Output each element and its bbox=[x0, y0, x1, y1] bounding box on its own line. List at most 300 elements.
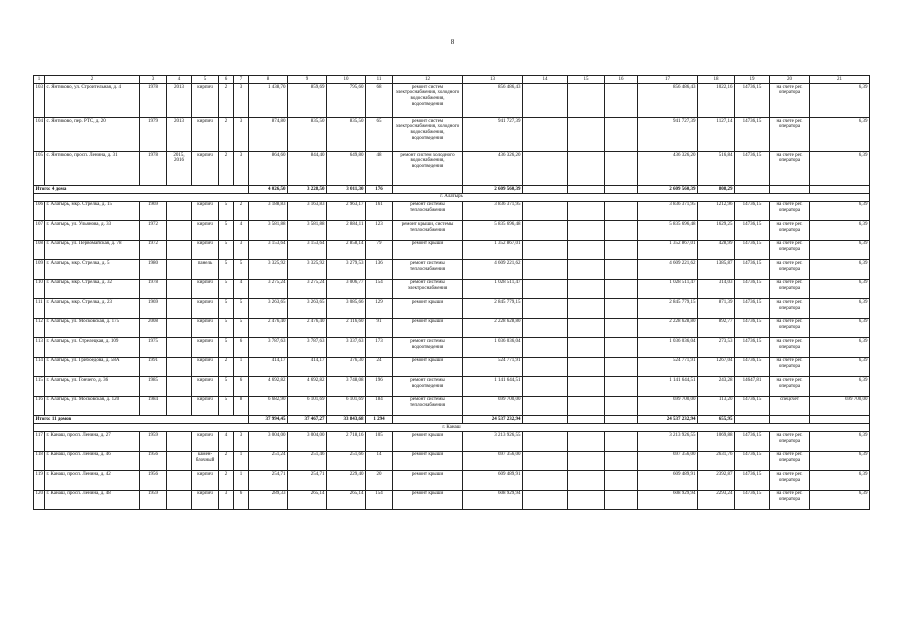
cell-addr: г. Алатырь, ул. Гончего, д. 36 bbox=[45, 377, 140, 397]
column-number-cell: 9 bbox=[288, 76, 327, 84]
empty-cell bbox=[605, 416, 638, 424]
cell-num: 119 bbox=[34, 471, 45, 491]
subtotal-cost-total: 24 537 232,94 bbox=[638, 416, 698, 424]
cell-cost: 2 845 779,15 bbox=[463, 299, 523, 319]
column-number-cell: 5 bbox=[192, 76, 219, 84]
cell-cost: 1 028 511,47 bbox=[463, 279, 523, 299]
table-row bbox=[34, 84, 870, 118]
cell-c20: на счете рег. оператора bbox=[770, 201, 810, 221]
cell-cost: 524 771,91 bbox=[463, 357, 523, 377]
cell-mat: кирпич bbox=[192, 377, 219, 397]
cell-a2: 3 004,00 bbox=[288, 432, 327, 452]
subtotal-residents: 176 bbox=[366, 186, 393, 194]
cell-a2: 3 275,24 bbox=[288, 279, 327, 299]
cell-mat: кирпич bbox=[192, 490, 219, 510]
cell-mat: кирпич bbox=[192, 152, 219, 186]
cell-work: ремонт крыши bbox=[393, 432, 463, 452]
table-row bbox=[34, 377, 870, 397]
cell-c16 bbox=[605, 84, 638, 118]
subtotal-area-owned: 33 843,68 bbox=[327, 416, 366, 424]
cell-a2: 3 153,64 bbox=[288, 240, 327, 260]
subtotal-row bbox=[34, 186, 870, 194]
cell-addr: г. Алатырь, мкр. Стрелка, д. 15 bbox=[45, 201, 140, 221]
cell-c20: на счете рег. оператора bbox=[770, 471, 810, 491]
subtotal-row bbox=[34, 416, 870, 424]
cell-c17: 1 352 867,01 bbox=[638, 240, 698, 260]
cell-c14 bbox=[523, 201, 568, 221]
cell-a1: 864,60 bbox=[249, 152, 288, 186]
cell-people: 79 bbox=[366, 240, 393, 260]
cell-work: ремонт системы теплоснабжения bbox=[393, 260, 463, 280]
cell-c18: 428,99 bbox=[698, 240, 735, 260]
cell-c14 bbox=[523, 152, 568, 186]
cell-c21: 6,39 bbox=[810, 152, 870, 186]
cell-c19: 14736,15 bbox=[735, 451, 770, 471]
cell-c16 bbox=[605, 201, 638, 221]
cell-c18: 243,28 bbox=[698, 377, 735, 397]
cell-c15 bbox=[568, 451, 605, 471]
city-name: г. Алатырь bbox=[34, 193, 870, 201]
cell-work: ремонт крыши bbox=[393, 451, 463, 471]
cell-c21: 6,39 bbox=[810, 338, 870, 358]
cell-cost: 941 727,39 bbox=[463, 118, 523, 152]
cell-c16 bbox=[605, 260, 638, 280]
cell-fl: 2 bbox=[219, 152, 234, 186]
empty-cell bbox=[735, 416, 770, 424]
cell-c14 bbox=[523, 84, 568, 118]
cell-c21: 6,39 bbox=[810, 221, 870, 241]
cell-c20: на счете рег. оператора bbox=[770, 490, 810, 510]
subtotal-cost: 2 609 560,39 bbox=[463, 186, 523, 194]
cell-mat: кирпич bbox=[192, 221, 219, 241]
cell-c17: 697 356,00 bbox=[638, 451, 698, 471]
empty-cell bbox=[735, 186, 770, 194]
cell-y1: 1975 bbox=[140, 338, 167, 358]
cell-y2 bbox=[167, 299, 192, 319]
cell-c19: 14736,15 bbox=[735, 432, 770, 452]
cell-a2: 4 692,82 bbox=[288, 377, 327, 397]
cell-cost: 1 141 644,51 bbox=[463, 377, 523, 397]
cell-c19: 14647,81 bbox=[735, 377, 770, 397]
cell-c19: 14736,15 bbox=[735, 118, 770, 152]
cell-fl: 3 bbox=[219, 490, 234, 510]
empty-cell bbox=[770, 186, 810, 194]
repair-program-table bbox=[33, 75, 870, 510]
empty-cell bbox=[605, 186, 638, 194]
cell-c19: 14736,15 bbox=[735, 240, 770, 260]
cell-num: 103 bbox=[34, 84, 45, 118]
subtotal-label: Итого: 11 домов bbox=[34, 416, 249, 424]
cell-c15 bbox=[568, 490, 605, 510]
cell-cost: 1 036 036,04 bbox=[463, 338, 523, 358]
cell-ent: 1 bbox=[234, 357, 249, 377]
cell-y2 bbox=[167, 221, 192, 241]
cell-a1: 3 581,88 bbox=[249, 221, 288, 241]
cell-y2 bbox=[167, 318, 192, 338]
subtotal-area-total: 4 026,50 bbox=[249, 186, 288, 194]
cell-num: 117 bbox=[34, 432, 45, 452]
subtotal-cost-total: 2 609 560,39 bbox=[638, 186, 698, 194]
cell-c20: на счете рег. оператора bbox=[770, 240, 810, 260]
cell-c16 bbox=[605, 299, 638, 319]
cell-a3: 3 085,66 bbox=[327, 299, 366, 319]
column-number-cell: 4 bbox=[167, 76, 192, 84]
cell-a1: 4 692,82 bbox=[249, 377, 288, 397]
table-row bbox=[34, 471, 870, 491]
cell-c20: на счете рег. оператора bbox=[770, 221, 810, 241]
cell-a3: 2 884,11 bbox=[327, 221, 366, 241]
cell-c20: на счете рег. оператора bbox=[770, 357, 810, 377]
cell-a2: 859,69 bbox=[288, 84, 327, 118]
cell-addr: г. Алатырь, ул. Первомайская, д. 78 bbox=[45, 240, 140, 260]
cell-c19: 14736,15 bbox=[735, 260, 770, 280]
cell-a3: 251,66 bbox=[327, 451, 366, 471]
column-number-cell: 6 bbox=[219, 76, 234, 84]
cell-c18: 1127,14 bbox=[698, 118, 735, 152]
cell-a1: 3 188,83 bbox=[249, 201, 288, 221]
cell-num: 118 bbox=[34, 451, 45, 471]
cell-a3: 265,14 bbox=[327, 490, 366, 510]
cell-work: ремонт системы теплоснабжения bbox=[393, 396, 463, 416]
table-row bbox=[34, 240, 870, 260]
cell-c21: 699 700,00 bbox=[810, 396, 870, 416]
column-number-cell: 3 bbox=[140, 76, 167, 84]
city-heading-row bbox=[34, 424, 870, 432]
cell-c14 bbox=[523, 221, 568, 241]
cell-a3: 2 963,17 bbox=[327, 201, 366, 221]
cell-c15 bbox=[568, 471, 605, 491]
table-row bbox=[34, 396, 870, 416]
table-row bbox=[34, 451, 870, 471]
cell-addr: г. Канаш, просп. Ленина, д. 42 bbox=[45, 471, 140, 491]
cell-mat: панель bbox=[192, 260, 219, 280]
cell-c16 bbox=[605, 152, 638, 186]
cell-addr: г. Алатырь, ул. Московская, д. 120 bbox=[45, 396, 140, 416]
cell-a1: 254,71 bbox=[249, 471, 288, 491]
cell-mat: кирпич bbox=[192, 432, 219, 452]
table-row bbox=[34, 338, 870, 358]
cell-c14 bbox=[523, 240, 568, 260]
cell-c14 bbox=[523, 432, 568, 452]
table-row bbox=[34, 357, 870, 377]
cell-people: 173 bbox=[366, 338, 393, 358]
cell-c14 bbox=[523, 118, 568, 152]
empty-cell bbox=[770, 416, 810, 424]
cell-work: ремонт крыши bbox=[393, 490, 463, 510]
subtotal-cost: 24 537 232,94 bbox=[463, 416, 523, 424]
cell-num: 116 bbox=[34, 396, 45, 416]
cell-c19: 14736,15 bbox=[735, 201, 770, 221]
cell-addr: г. Канаш, просп. Ленина, д. 46 bbox=[45, 451, 140, 471]
cell-a2: 835,50 bbox=[288, 118, 327, 152]
cell-fl: 2 bbox=[219, 357, 234, 377]
cell-c19: 14736,15 bbox=[735, 84, 770, 118]
cell-a2: 3 581,88 bbox=[288, 221, 327, 241]
cell-mat: кирпич bbox=[192, 357, 219, 377]
cell-cost: 3 836 371,95 bbox=[463, 201, 523, 221]
cell-addr: г. Алатырь, ул. Ульянова, д. 33 bbox=[45, 221, 140, 241]
cell-ent: 3 bbox=[234, 84, 249, 118]
cell-num: 111 bbox=[34, 299, 45, 319]
cell-work: ремонт крыши, системы теплоснабжения bbox=[393, 221, 463, 241]
cell-people: 161 bbox=[366, 201, 393, 221]
cell-work: ремонт систем электроснабжения, холодного водоснабжения, водоотведения bbox=[393, 84, 463, 118]
city-heading-row bbox=[34, 193, 870, 201]
cell-work: ремонт крыши bbox=[393, 299, 463, 319]
cell-c16 bbox=[605, 490, 638, 510]
cell-num: 120 bbox=[34, 490, 45, 510]
cell-c15 bbox=[568, 357, 605, 377]
cell-y2: 2015, 2016 bbox=[167, 152, 192, 186]
cell-ent: 3 bbox=[234, 152, 249, 186]
cell-num: 105 bbox=[34, 152, 45, 186]
cell-a1: 6 682,90 bbox=[249, 396, 288, 416]
cell-cost: 697 356,00 bbox=[463, 451, 523, 471]
column-number-cell: 2 bbox=[45, 76, 140, 84]
cell-ent: 5 bbox=[234, 318, 249, 338]
column-number-cell: 14 bbox=[523, 76, 568, 84]
cell-a2: 251,46 bbox=[288, 451, 327, 471]
column-number-cell: 1 bbox=[34, 76, 45, 84]
cell-ent: 1 bbox=[234, 451, 249, 471]
cell-c18: 1069,88 bbox=[698, 432, 735, 452]
cell-c17: 3 213 926,55 bbox=[638, 432, 698, 452]
cell-cost: 1 352 867,01 bbox=[463, 240, 523, 260]
cell-c21: 6,39 bbox=[810, 318, 870, 338]
cell-c17: 1 028 511,47 bbox=[638, 279, 698, 299]
cell-ent: 8 bbox=[234, 396, 249, 416]
cell-c17: 3 836 371,95 bbox=[638, 201, 698, 221]
cell-c21: 6,39 bbox=[810, 299, 870, 319]
cell-num: 112 bbox=[34, 318, 45, 338]
cell-c14 bbox=[523, 338, 568, 358]
cell-c16 bbox=[605, 318, 638, 338]
cell-y2 bbox=[167, 396, 192, 416]
cell-a1: 2 476,40 bbox=[249, 318, 288, 338]
cell-y2 bbox=[167, 451, 192, 471]
cell-y2 bbox=[167, 471, 192, 491]
empty-cell bbox=[393, 186, 463, 194]
cell-c20: на счете рег. оператора bbox=[770, 152, 810, 186]
table-row bbox=[34, 279, 870, 299]
table-row bbox=[34, 118, 870, 152]
cell-c21: 6,39 bbox=[810, 451, 870, 471]
table-row bbox=[34, 260, 870, 280]
cell-ent: 3 bbox=[234, 240, 249, 260]
empty-cell bbox=[393, 416, 463, 424]
empty-cell bbox=[568, 416, 605, 424]
cell-work: ремонт системы электроснабжения bbox=[393, 279, 463, 299]
cell-ent: 4 bbox=[234, 221, 249, 241]
cell-addr: с. Янтиково, пер. РТС, д. 20 bbox=[45, 118, 140, 152]
cell-c15 bbox=[568, 240, 605, 260]
cell-work: ремонт крыши bbox=[393, 318, 463, 338]
cell-addr: г. Алатырь, ул. Стрелецкая, д. 109 bbox=[45, 338, 140, 358]
cell-work: ремонт системы водоотведения bbox=[393, 377, 463, 397]
cell-c16 bbox=[605, 118, 638, 152]
cell-a2: 3 263,65 bbox=[288, 299, 327, 319]
cell-c17: 699 700,00 bbox=[638, 396, 698, 416]
cell-a2: 844,40 bbox=[288, 152, 327, 186]
cell-a1: 251,24 bbox=[249, 451, 288, 471]
cell-c14 bbox=[523, 299, 568, 319]
cell-mat: кирпич bbox=[192, 338, 219, 358]
cell-c18: 2392,87 bbox=[698, 471, 735, 491]
cell-c16 bbox=[605, 221, 638, 241]
cell-c18: 2293,24 bbox=[698, 490, 735, 510]
cell-a1: 3 325,92 bbox=[249, 260, 288, 280]
cell-work: ремонт систем холодного водоснабжения, водоотведения bbox=[393, 152, 463, 186]
cell-c17: 941 727,39 bbox=[638, 118, 698, 152]
cell-c18: 113,20 bbox=[698, 396, 735, 416]
cell-c20: на счете рег. оператора bbox=[770, 338, 810, 358]
cell-a3: 835,50 bbox=[327, 118, 366, 152]
cell-a2: 2 476,40 bbox=[288, 318, 327, 338]
cell-num: 107 bbox=[34, 221, 45, 241]
cell-y1: 1972 bbox=[140, 240, 167, 260]
cell-c18: 1629,25 bbox=[698, 221, 735, 241]
cell-c17: 436 326,20 bbox=[638, 152, 698, 186]
cell-a1: 3 153,64 bbox=[249, 240, 288, 260]
cell-c18: 2631,76 bbox=[698, 451, 735, 471]
cell-y1: 1969 bbox=[140, 201, 167, 221]
cell-c20: на счете рег. оператора bbox=[770, 377, 810, 397]
cell-c14 bbox=[523, 490, 568, 510]
cell-c21: 6,39 bbox=[810, 490, 870, 510]
cell-c21: 6,39 bbox=[810, 279, 870, 299]
cell-c20: на счете рег. оператора bbox=[770, 260, 810, 280]
cell-mat: кирпич bbox=[192, 318, 219, 338]
cell-c15 bbox=[568, 118, 605, 152]
cell-people: 24 bbox=[366, 357, 393, 377]
cell-c15 bbox=[568, 377, 605, 397]
cell-fl: 2 bbox=[219, 451, 234, 471]
cell-c15 bbox=[568, 201, 605, 221]
cell-addr: г. Алатырь, мкр. Стрелка, д. 23 bbox=[45, 299, 140, 319]
cell-y2 bbox=[167, 432, 192, 452]
cell-c17: 2 845 779,15 bbox=[638, 299, 698, 319]
cell-a3: 2 858,14 bbox=[327, 240, 366, 260]
cell-mat: кирпич bbox=[192, 279, 219, 299]
cell-work: ремонт системы водоотведения bbox=[393, 338, 463, 358]
table-row bbox=[34, 490, 870, 510]
cell-a1: 414,17 bbox=[249, 357, 288, 377]
cell-y2 bbox=[167, 338, 192, 358]
cell-addr: г. Алатырь, ул. Московская, д. 175 bbox=[45, 318, 140, 338]
cell-c14 bbox=[523, 396, 568, 416]
cell-y1: 1980 bbox=[140, 260, 167, 280]
cell-c21: 6,39 bbox=[810, 240, 870, 260]
cell-a3: 376,30 bbox=[327, 357, 366, 377]
cell-y1: 1978 bbox=[140, 84, 167, 118]
cell-y2 bbox=[167, 201, 192, 221]
column-number-cell: 11 bbox=[366, 76, 393, 84]
cell-ent: 3 bbox=[234, 432, 249, 452]
cell-c20: на счете рег. оператора bbox=[770, 84, 810, 118]
empty-cell bbox=[810, 186, 870, 194]
cell-ent: 6 bbox=[234, 377, 249, 397]
cell-cost: 4 609 221,62 bbox=[463, 260, 523, 280]
cell-y2 bbox=[167, 357, 192, 377]
cell-fl: 2 bbox=[219, 118, 234, 152]
cell-ent: 1 bbox=[234, 471, 249, 491]
column-number-row bbox=[34, 76, 870, 84]
cell-num: 109 bbox=[34, 260, 45, 280]
cell-c16 bbox=[605, 338, 638, 358]
cell-c18: 1212,96 bbox=[698, 201, 735, 221]
cell-y1: 1985 bbox=[140, 377, 167, 397]
cell-num: 108 bbox=[34, 240, 45, 260]
cell-a3: 649,80 bbox=[327, 152, 366, 186]
table-body bbox=[34, 76, 870, 510]
table-row bbox=[34, 318, 870, 338]
cell-c20: на счете рег. оператора bbox=[770, 318, 810, 338]
cell-people: 154 bbox=[366, 490, 393, 510]
cell-num: 114 bbox=[34, 357, 45, 377]
cell-y2 bbox=[167, 279, 192, 299]
cell-people: 48 bbox=[366, 152, 393, 186]
cell-a2: 3 325,92 bbox=[288, 260, 327, 280]
cell-people: 136 bbox=[366, 260, 393, 280]
cell-num: 106 bbox=[34, 201, 45, 221]
cell-work: ремонт крыши bbox=[393, 357, 463, 377]
cell-a3: 3 006,77 bbox=[327, 279, 366, 299]
cell-c14 bbox=[523, 260, 568, 280]
cell-c15 bbox=[568, 338, 605, 358]
cell-y2 bbox=[167, 240, 192, 260]
cell-cost: 856 486,43 bbox=[463, 84, 523, 118]
cell-c14 bbox=[523, 357, 568, 377]
cell-c19: 14736,15 bbox=[735, 471, 770, 491]
cell-c16 bbox=[605, 396, 638, 416]
cell-cost: 3 213 926,55 bbox=[463, 432, 523, 452]
subtotal-residents: 1 294 bbox=[366, 416, 393, 424]
table-row bbox=[34, 432, 870, 452]
cell-y2 bbox=[167, 490, 192, 510]
cell-c21: 6,39 bbox=[810, 84, 870, 118]
cell-a3: 3 337,63 bbox=[327, 338, 366, 358]
cell-c21: 6,39 bbox=[810, 377, 870, 397]
cell-y1: 1956 bbox=[140, 451, 167, 471]
cell-c17: 1 036 036,04 bbox=[638, 338, 698, 358]
cell-y1: 1979 bbox=[140, 118, 167, 152]
table-row bbox=[34, 299, 870, 319]
cell-cost: 436 326,20 bbox=[463, 152, 523, 186]
cell-a1: 1 438,70 bbox=[249, 84, 288, 118]
table-row bbox=[34, 201, 870, 221]
cell-c20: на счете рег. оператора bbox=[770, 451, 810, 471]
cell-a1: 874,80 bbox=[249, 118, 288, 152]
cell-c20: на счете рег. оператора bbox=[770, 432, 810, 452]
cell-c16 bbox=[605, 471, 638, 491]
cell-addr: с. Янтиково, ул. Строительная, д. 4 bbox=[45, 84, 140, 118]
cell-fl: 5 bbox=[219, 338, 234, 358]
cell-ent: 5 bbox=[234, 299, 249, 319]
cell-c15 bbox=[568, 221, 605, 241]
cell-y1: 1991 bbox=[140, 357, 167, 377]
cell-ent: 3 bbox=[234, 118, 249, 152]
cell-addr: г. Алатырь, мкр. Стрелка, д. 32 bbox=[45, 279, 140, 299]
cell-c21: 6,39 bbox=[810, 118, 870, 152]
cell-fl: 4 bbox=[219, 432, 234, 452]
cell-people: 196 bbox=[366, 377, 393, 397]
cell-c15 bbox=[568, 318, 605, 338]
column-number-cell: 16 bbox=[605, 76, 638, 84]
cell-addr: с. Янтиково, просп. Ленина, д. 31 bbox=[45, 152, 140, 186]
cell-num: 113 bbox=[34, 338, 45, 358]
column-number-cell: 12 bbox=[393, 76, 463, 84]
cell-c19: 14736,15 bbox=[735, 279, 770, 299]
